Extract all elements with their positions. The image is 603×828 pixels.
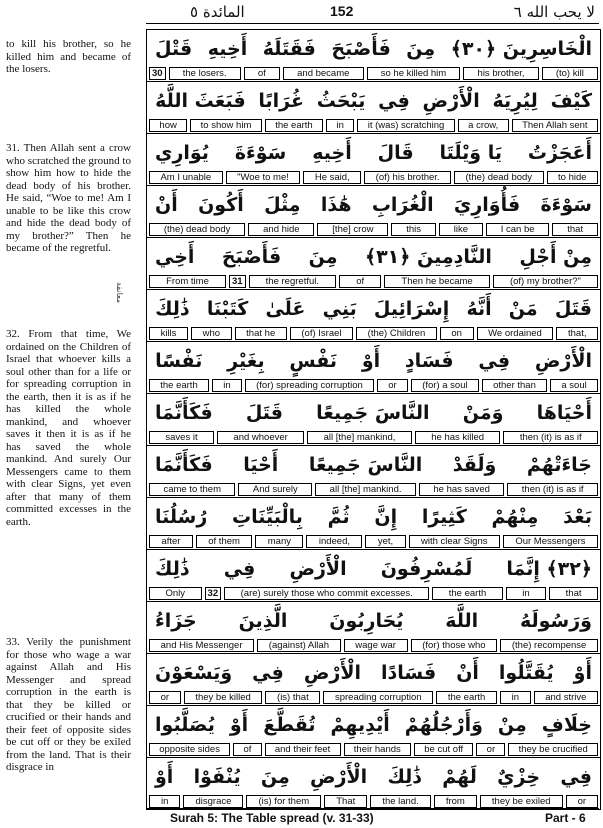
gloss-cell: they be exiled xyxy=(480,795,563,808)
english-gloss-line xyxy=(147,119,600,133)
verse-line xyxy=(147,446,600,498)
arabic-line xyxy=(147,290,600,327)
gloss-cell: (of) my brother?" xyxy=(493,275,598,288)
gloss-cell: after xyxy=(149,535,193,548)
commentary-verse-33: 33. Verily the punishment for those who wage a war against Allah and His Messenger and spread corruption in the earth is that they be killed or crucified or their hands and their feet of opposite sides be cut off or they be exiled from the land. That is their disgrace in xyxy=(6,636,131,773)
verse-line xyxy=(147,186,600,238)
arabic-word: إِسْرَائِيلَ xyxy=(373,297,450,320)
verse-number-cell: 31 xyxy=(229,275,246,288)
gloss-cell: (of) his brother. xyxy=(364,171,451,184)
arabic-word: ذَٰلِكَ xyxy=(387,765,423,788)
arabic-word: جَزَاءُ xyxy=(155,609,197,632)
arabic-word: نَفْسٍ xyxy=(289,349,338,372)
arabic-word: الْغُرَابِ xyxy=(371,193,434,216)
gloss-cell: "Woe to me! xyxy=(226,171,301,184)
gloss-cell: the regretful. xyxy=(249,275,337,288)
arabic-word: يُوَارِي xyxy=(155,141,209,164)
arabic-word: فِي xyxy=(223,557,256,580)
gloss-cell: (against) Allah xyxy=(257,639,340,652)
arabic-word: فَكَأَنَّمَا xyxy=(155,453,213,476)
arabic-word: ثُمَّ xyxy=(327,505,350,528)
arabic-word: فَبَعَثَ اللَّهُ xyxy=(155,89,246,112)
gloss-cell: wage war xyxy=(344,639,408,652)
arabic-word: غُرَابًا xyxy=(258,89,304,112)
gloss-cell: of xyxy=(233,743,261,756)
arabic-line xyxy=(147,550,600,587)
header-surah-name: المائدة ٥ xyxy=(190,3,245,21)
page-number: 152 xyxy=(330,3,354,19)
gloss-cell: other than xyxy=(482,379,547,392)
arabic-word: سَوْءَةَ xyxy=(540,193,592,216)
header-juz-name: لا يحب الله ٦ xyxy=(513,3,595,21)
gloss-cell: to show him xyxy=(190,119,262,132)
arabic-word: وَرَسُولَهُ xyxy=(519,609,592,632)
arabic-word: جَاءَتْهُمْ xyxy=(526,453,592,476)
english-gloss-line xyxy=(147,431,600,445)
gloss-cell: to hide xyxy=(547,171,598,184)
arabic-word: يُنْفَوْا xyxy=(193,765,241,788)
arabic-word: نَفْسًا xyxy=(155,349,203,372)
arabic-word: قَتَلَ xyxy=(554,297,592,320)
arabic-word: أَوْ xyxy=(361,349,381,372)
gloss-cell: many xyxy=(255,535,303,548)
verse-number-cell: 32 xyxy=(205,587,222,600)
arabic-word: ذَٰلِكَ xyxy=(155,557,190,580)
verse-line xyxy=(147,342,600,394)
gloss-cell: how xyxy=(149,119,187,132)
arabic-line xyxy=(147,394,600,431)
gloss-cell: all [the] mankind. xyxy=(315,483,416,496)
verse-number-cell: 30 xyxy=(149,67,166,80)
arabic-word: فِي xyxy=(478,349,511,372)
english-gloss-line xyxy=(147,275,600,289)
gloss-cell: (is) for them xyxy=(246,795,321,808)
gloss-cell: all [the] mankind, xyxy=(307,431,412,444)
header-rule xyxy=(146,23,599,24)
arabic-word: أَوْ xyxy=(229,713,249,736)
arabic-word: سَوْءَةَ xyxy=(234,141,287,164)
gloss-cell: I can be xyxy=(486,223,550,236)
arabic-word: فِي xyxy=(378,89,410,112)
gloss-cell: of xyxy=(339,275,381,288)
gloss-cell: the losers. xyxy=(169,67,241,80)
verse-line xyxy=(147,238,600,290)
arabic-word: الْأَرْضِ xyxy=(534,349,592,372)
footer-surah-title: Surah 5: The Table spread (v. 31-33) xyxy=(170,811,374,825)
gloss-cell: (is) that xyxy=(265,691,320,704)
arabic-word: إِنَّ xyxy=(374,505,398,528)
gloss-cell: then (it) is as if xyxy=(507,483,598,496)
arabic-word: أَيْدِيهِمْ xyxy=(330,713,390,736)
arabic-line xyxy=(147,498,600,535)
arabic-word: أَعَجَزْتُ xyxy=(527,141,592,164)
arabic-word: فِي xyxy=(252,661,284,684)
arabic-word: أَخِي xyxy=(155,245,195,268)
gloss-cell: his brother, xyxy=(463,67,538,80)
gloss-cell: From time xyxy=(149,275,226,288)
gloss-cell: (the) Children xyxy=(356,327,437,340)
arabic-word: مِثْلَ xyxy=(264,193,301,216)
gloss-cell: the earth xyxy=(436,691,497,704)
gloss-cell: He said, xyxy=(303,171,361,184)
arabic-line xyxy=(147,706,600,743)
arabic-word: يُحَارِبُونَ xyxy=(329,609,404,632)
gloss-cell: in xyxy=(149,795,180,808)
gloss-cell: We ordained xyxy=(477,327,554,340)
arabic-word: مِنْهُمْ xyxy=(491,505,539,528)
verse-line xyxy=(147,654,600,706)
gloss-cell: and their feet xyxy=(265,743,341,756)
gloss-cell: in xyxy=(506,587,546,600)
gloss-cell: this xyxy=(391,223,436,236)
gloss-cell: opposite sides xyxy=(149,743,230,756)
gloss-cell: like xyxy=(439,223,483,236)
arabic-line xyxy=(147,30,600,67)
arabic-word: فَسَادًا xyxy=(381,661,437,684)
arabic-word: أَوْ xyxy=(155,765,174,788)
gloss-cell: (are) surely those who commit excesses. xyxy=(224,587,429,600)
gloss-cell: Then he became xyxy=(384,275,490,288)
arabic-word: كَثِيرًا xyxy=(421,505,467,528)
gloss-cell: that, xyxy=(556,327,598,340)
arabic-word: تُقَطَّعَ xyxy=(263,713,316,736)
arabic-word: رُسُلُنَا xyxy=(155,505,208,528)
gloss-cell: kills xyxy=(149,327,188,340)
arabic-word: يَا وَيْلَتَا xyxy=(439,141,503,164)
arabic-word: بَنِي xyxy=(322,297,357,320)
gloss-cell: (the) recompense xyxy=(500,639,598,652)
arabic-word: وَلَقَدْ xyxy=(452,453,497,476)
gloss-cell: and became xyxy=(283,67,364,80)
arabic-word: مَنْ xyxy=(508,297,538,320)
gloss-cell: the land. xyxy=(370,795,431,808)
arabic-word: مِنَ xyxy=(308,245,338,268)
arabic-word: بَعْدَ xyxy=(563,505,592,528)
arabic-word: ذَٰلِكَ xyxy=(155,297,190,320)
verse-line xyxy=(147,134,600,186)
gloss-cell: and His Messenger xyxy=(149,639,254,652)
arabic-word: قَتْلَ xyxy=(155,37,193,60)
gloss-cell: that xyxy=(549,587,598,600)
verse-line xyxy=(147,290,600,342)
arabic-word: النَّادِمِينَ ﴿٣١﴾ xyxy=(364,245,492,268)
arabic-line xyxy=(147,758,600,795)
gloss-cell: in xyxy=(500,691,531,704)
gloss-cell: Only xyxy=(149,587,202,600)
gloss-cell: And surely xyxy=(238,483,312,496)
english-gloss-line xyxy=(147,795,600,809)
gloss-cell: (the) dead body xyxy=(149,223,245,236)
arabic-word: الْأَرْضِ xyxy=(422,89,480,112)
arabic-word: فَسَادٍ xyxy=(404,349,454,372)
gloss-cell: came to them xyxy=(149,483,235,496)
arabic-word: الَّذِينَ xyxy=(238,609,288,632)
gloss-cell: spreading corruption xyxy=(323,691,433,704)
gloss-cell: and strive xyxy=(534,691,598,704)
gloss-cell: they be killed xyxy=(184,691,263,704)
arabic-word: قَالَ xyxy=(377,141,414,164)
gloss-cell: it (was) scratching xyxy=(357,119,454,132)
gloss-cell: that xyxy=(552,223,598,236)
footer-rule xyxy=(146,808,599,809)
arabic-line xyxy=(147,342,600,379)
arabic-word: ﴿٣٢﴾ إِنَّمَا xyxy=(506,557,592,580)
arabic-word: أَنْ xyxy=(456,661,479,684)
arabic-word: فَأُوَارِيَ xyxy=(453,193,521,216)
arabic-word: أَنْ xyxy=(155,193,178,216)
footer-part: Part - 6 xyxy=(545,811,586,825)
gloss-cell: or xyxy=(476,743,505,756)
gloss-cell: they be crucified xyxy=(508,743,598,756)
verse-line xyxy=(147,758,600,810)
gloss-cell: the earth xyxy=(432,587,503,600)
gloss-cell: (the) dead body xyxy=(454,171,544,184)
arabic-word: عَلَىٰ xyxy=(265,297,306,320)
arabic-word: لَمُسْرِفُونَ xyxy=(380,557,473,580)
gloss-cell: of xyxy=(244,67,280,80)
verse-line xyxy=(147,550,600,602)
arabic-word: بِغَيْرِ xyxy=(227,349,265,372)
english-gloss-line xyxy=(147,483,600,497)
arabic-word: وَيَسْعَوْنَ xyxy=(155,661,233,684)
arabic-word: مِنَ xyxy=(406,37,436,60)
gloss-cell: or xyxy=(566,795,599,808)
arabic-word: أَحْيَا xyxy=(243,453,279,476)
arabic-line xyxy=(147,238,600,275)
arabic-word: خِزْيٌ xyxy=(497,765,541,788)
arabic-word: خِلَافٍ xyxy=(541,713,592,736)
arabic-word: الْأَرْضِ xyxy=(303,661,361,684)
gloss-cell: or xyxy=(377,379,408,392)
arabic-line xyxy=(147,602,600,639)
arabic-word: هَٰذَا xyxy=(320,193,352,216)
arabic-word: يُقَتَّلُوا xyxy=(498,661,554,684)
gloss-cell: the earth xyxy=(265,119,323,132)
gloss-cell: their hands xyxy=(344,743,411,756)
english-gloss-line xyxy=(147,587,600,601)
gloss-cell: (for) a soul xyxy=(411,379,479,392)
arabic-line xyxy=(147,82,600,119)
verse-line xyxy=(147,602,600,654)
gloss-cell: a soul xyxy=(550,379,598,392)
gloss-cell: with clear Signs xyxy=(409,535,500,548)
arabic-word: وَأَرْجُلُهُمْ xyxy=(404,713,483,736)
arabic-word: اللَّهَ xyxy=(445,609,479,632)
arabic-word: مِنْ xyxy=(497,713,527,736)
english-gloss-line xyxy=(147,67,600,81)
arabic-word: يُصَلَّبُوا xyxy=(155,713,215,736)
english-gloss-line xyxy=(147,327,600,341)
arabic-line xyxy=(147,186,600,223)
gloss-cell: who xyxy=(191,327,232,340)
side-marginal-note: معانقة xyxy=(115,282,124,304)
gloss-cell: saves it xyxy=(149,431,214,444)
arabic-word: الْخَاسِرِينَ ﴿٣٠﴾ xyxy=(450,37,592,60)
arabic-word: يَبْحَثُ xyxy=(316,89,366,112)
arabic-line xyxy=(147,654,600,691)
gloss-cell: from xyxy=(434,795,477,808)
arabic-word: النَّاسَ جَمِيعًا xyxy=(316,401,430,424)
verse-line xyxy=(147,498,600,550)
arabic-word: الْأَرْضِ xyxy=(310,765,368,788)
gloss-cell: in xyxy=(212,379,242,392)
gloss-cell: That xyxy=(324,795,367,808)
gloss-cell: (of) Israel xyxy=(290,327,353,340)
gloss-cell: then (it) is as if xyxy=(503,431,598,444)
gloss-cell: he has saved xyxy=(419,483,504,496)
gloss-cell: so he killed him xyxy=(367,67,461,80)
arabic-word: فَكَأَنَّمَا xyxy=(155,401,213,424)
arabic-word: لِيُرِيَهُ xyxy=(492,89,538,112)
gloss-cell: of them xyxy=(196,535,253,548)
gloss-cell: or xyxy=(149,691,181,704)
verse-line xyxy=(147,82,600,134)
commentary-verse-32: 32. From that time, We ordained on the Children of Israel that whoever kills a soul other than for a life or for spreading corruption in the earth, then it is as if he has killed the whole mankind, and whoever saves it then it is as if he has saved the whole mankind. And surely Our Messengers came to them with clear Signs, yet even after that many of them committed excesses in the earth. xyxy=(6,328,131,528)
arabic-word: الْأَرْضِ xyxy=(289,557,347,580)
english-gloss-line xyxy=(147,535,600,549)
gloss-cell: be cut off xyxy=(414,743,473,756)
gloss-cell: in xyxy=(326,119,354,132)
arabic-word: أَخِيهِ xyxy=(312,141,352,164)
arabic-line xyxy=(147,134,600,171)
gloss-cell: and hide xyxy=(248,223,314,236)
verse-line xyxy=(147,394,600,446)
gloss-cell: (for) those who xyxy=(411,639,498,652)
gloss-cell: that he xyxy=(235,327,287,340)
english-gloss-line xyxy=(147,639,600,653)
arabic-line xyxy=(147,446,600,483)
gloss-cell: [the] crow xyxy=(317,223,388,236)
gloss-cell: a crow, xyxy=(458,119,509,132)
arabic-word: كَيْفَ xyxy=(550,89,592,112)
verse-line xyxy=(147,30,600,82)
gloss-cell: yet, xyxy=(365,535,405,548)
arabic-word: فَأَصْبَحَ xyxy=(331,37,391,60)
arabic-word: أَخِيهِ xyxy=(207,37,248,60)
english-gloss-line xyxy=(147,743,600,757)
commentary-verse-30-end: to kill his brother, so he killed him and became of the losers. xyxy=(6,38,131,75)
commentary-verse-31: 31. Then Allah sent a crow who scratched the ground to show him how to hide the dead body of his brother. He said, “Woe to me! Am I unable to be like this crow and hide the dead body of my brother?” Then he became of the regretful. xyxy=(6,142,131,254)
gloss-cell: Then Allah sent xyxy=(512,119,598,132)
arabic-word: فَقَتَلَهُ xyxy=(262,37,316,60)
gloss-cell: and whoever xyxy=(217,431,304,444)
arabic-word: لَهُمْ xyxy=(442,765,477,788)
word-by-word-grid xyxy=(146,29,601,810)
arabic-word: فِي xyxy=(560,765,592,788)
arabic-word: مِنْ أَجْلِ xyxy=(519,245,592,268)
gloss-cell: disgrace xyxy=(183,795,243,808)
english-gloss-line xyxy=(147,171,600,185)
english-gloss-line xyxy=(147,379,600,393)
arabic-word: قَتَلَ xyxy=(245,401,283,424)
arabic-word: أَحْيَاهَا xyxy=(536,401,592,424)
english-gloss-line xyxy=(147,691,600,705)
gloss-cell: indeed, xyxy=(306,535,362,548)
verse-line xyxy=(147,706,600,758)
gloss-cell: (to) kill xyxy=(542,67,598,80)
gloss-cell: Am I unable xyxy=(149,171,223,184)
arabic-word: أَنَّهُ xyxy=(466,297,492,320)
english-gloss-line xyxy=(147,223,600,237)
arabic-word: مِنَ xyxy=(260,765,290,788)
gloss-cell: he has killed xyxy=(415,431,501,444)
arabic-word: فَأَصْبَحَ xyxy=(221,245,282,268)
gloss-cell: (for) spreading corruption xyxy=(245,379,374,392)
gloss-cell: Our Messengers xyxy=(503,535,598,548)
arabic-word: بِالْبَيِّنَاتِ xyxy=(232,505,303,528)
gloss-cell: the earth xyxy=(149,379,209,392)
arabic-word: أَكُونَ xyxy=(198,193,244,216)
gloss-cell: on xyxy=(440,327,474,340)
arabic-word: أَوْ xyxy=(573,661,592,684)
arabic-word: وَمَنْ xyxy=(462,401,504,424)
arabic-word: كَتَبْنَا xyxy=(206,297,249,320)
arabic-word: النَّاسَ جَمِيعًا xyxy=(308,453,423,476)
